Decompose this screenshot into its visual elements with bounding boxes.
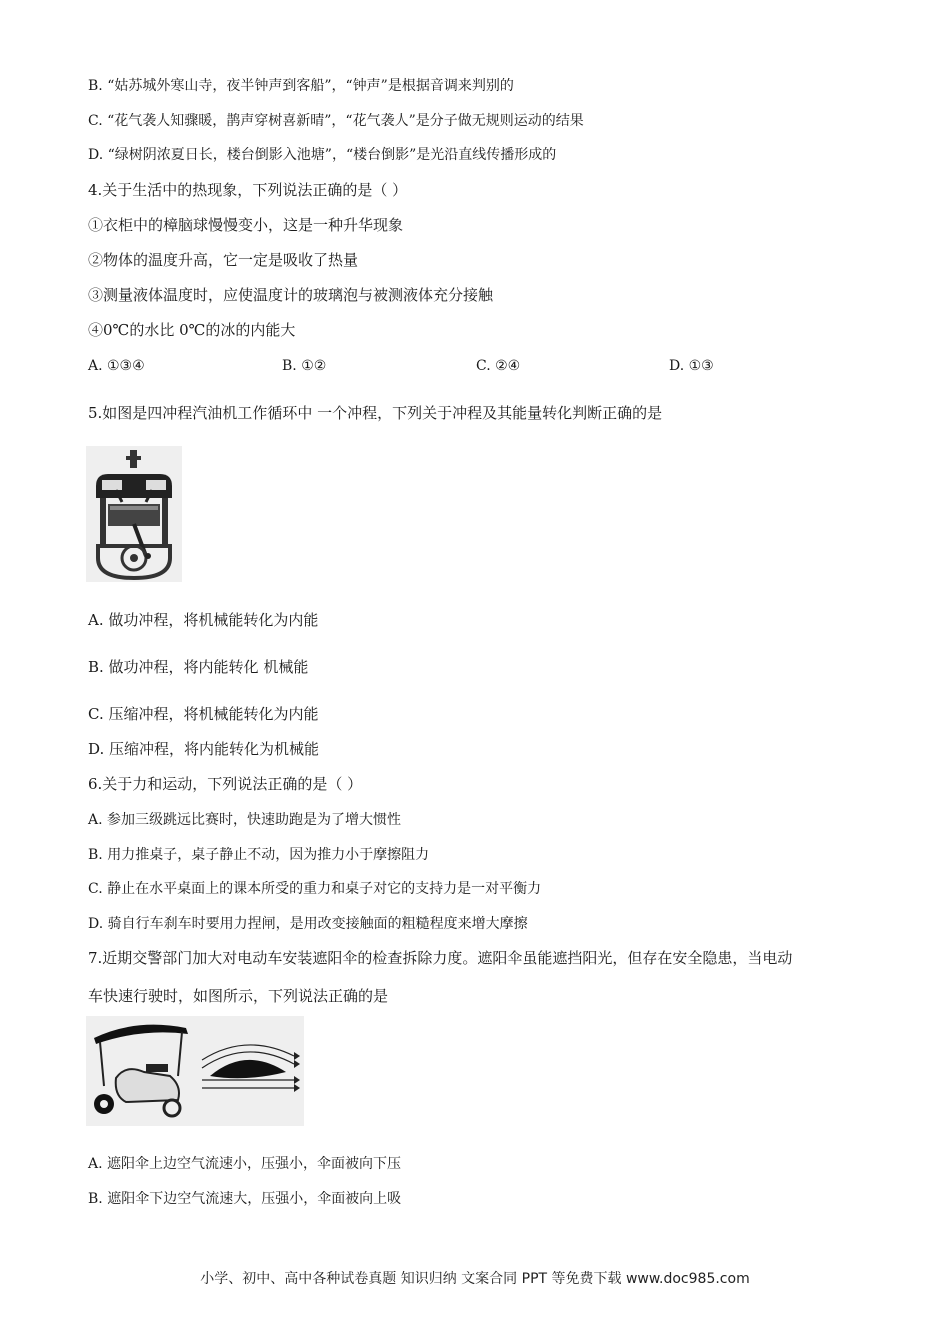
q3-option-b: B. “姑苏城外寒山寺，夜半钟声到客船”，“钟声”是根据音调来判别的	[88, 78, 514, 94]
q5-option-c: C. 压缩冲程，将机械能转化为内能	[88, 705, 319, 723]
q4-option-a: A. ①③④	[88, 358, 145, 374]
q4-option-d: D. ①③	[669, 358, 714, 374]
q6-option-b: B. 用力推桌子，桌子静止不动，因为推力小于摩擦阻力	[88, 847, 430, 863]
q5-option-b: B. 做功冲程，将内能转化 机械能	[88, 658, 309, 676]
q5-option-d: D. 压缩冲程，将内能转化为机械能	[88, 740, 320, 758]
q5-option-a: A. 做功冲程，将机械能转化为内能	[88, 611, 319, 629]
q7-option-b: B. 遮阳伞下边空气流速大，压强小，伞面被向上吸	[88, 1191, 402, 1207]
q4-item-1: ①衣柜中的樟脑球慢慢变小，这是一种升华现象	[88, 216, 404, 234]
q4-item-2: ②物体的温度升高，它一定是吸收了热量	[88, 251, 359, 269]
q6-option-a: A. 参加三级跳远比赛时，快速助跑是为了增大惯性	[88, 812, 402, 828]
q6-option-d: D. 骑自行车刹车时要用力捏闸，是用改变接触面的粗糙程度来增大摩擦	[88, 916, 528, 932]
scooter-umbrella-figure	[86, 1016, 304, 1126]
q7-stem-line1: 7.近期交警部门加大对电动车安装遮阳伞的检查拆除力度。遮阳伞虽能遮挡阳光，但存在安全隐患，当电动	[88, 949, 793, 967]
scooter-airflow-diagram	[86, 1016, 304, 1126]
page-footer: 小学、初中、高中各种试卷真题 知识归纳 文案合同 PPT 等免费下载 www.doc985.com	[200, 1271, 750, 1287]
q4-option-c: C. ②④	[476, 358, 521, 374]
q7-option-a: A. 遮阳伞上边空气流速小，压强小，伞面被向下压	[88, 1156, 402, 1172]
q6-stem: 6.关于力和运动，下列说法正确的是（ ）	[88, 775, 363, 793]
q4-option-b: B. ①②	[282, 358, 327, 374]
q4-stem: 4.关于生活中的热现象，下列说法正确的是（ ）	[88, 181, 408, 199]
q7-stem-line2: 车快速行驶时，如图所示，下列说法正确的是	[88, 987, 389, 1005]
q6-option-c: C. 静止在水平桌面上的课本所受的重力和桌子对它的支持力是一对平衡力	[88, 881, 542, 897]
q3-option-d: D. “绿树阴浓夏日长，楼台倒影入池塘”，“楼台倒影”是光沿直线传播形成的	[88, 147, 557, 163]
q4-item-4: ④0℃的水比 0℃的冰的内能大	[88, 321, 296, 339]
q3-option-c: C. “花气袭人知骤暖，鹊声穿树喜新晴”，“花气袭人”是分子做无规则运动的结果	[88, 113, 584, 129]
q4-item-3: ③测量液体温度时，应使温度计的玻璃泡与被测液体充分接触	[88, 286, 494, 304]
q5-stem: 5.如图是四冲程汽油机工作循环中 一个冲程，下列关于冲程及其能量转化判断正确的是	[88, 404, 663, 422]
engine-cylinder-diagram	[86, 446, 182, 582]
engine-stroke-figure	[86, 446, 182, 582]
